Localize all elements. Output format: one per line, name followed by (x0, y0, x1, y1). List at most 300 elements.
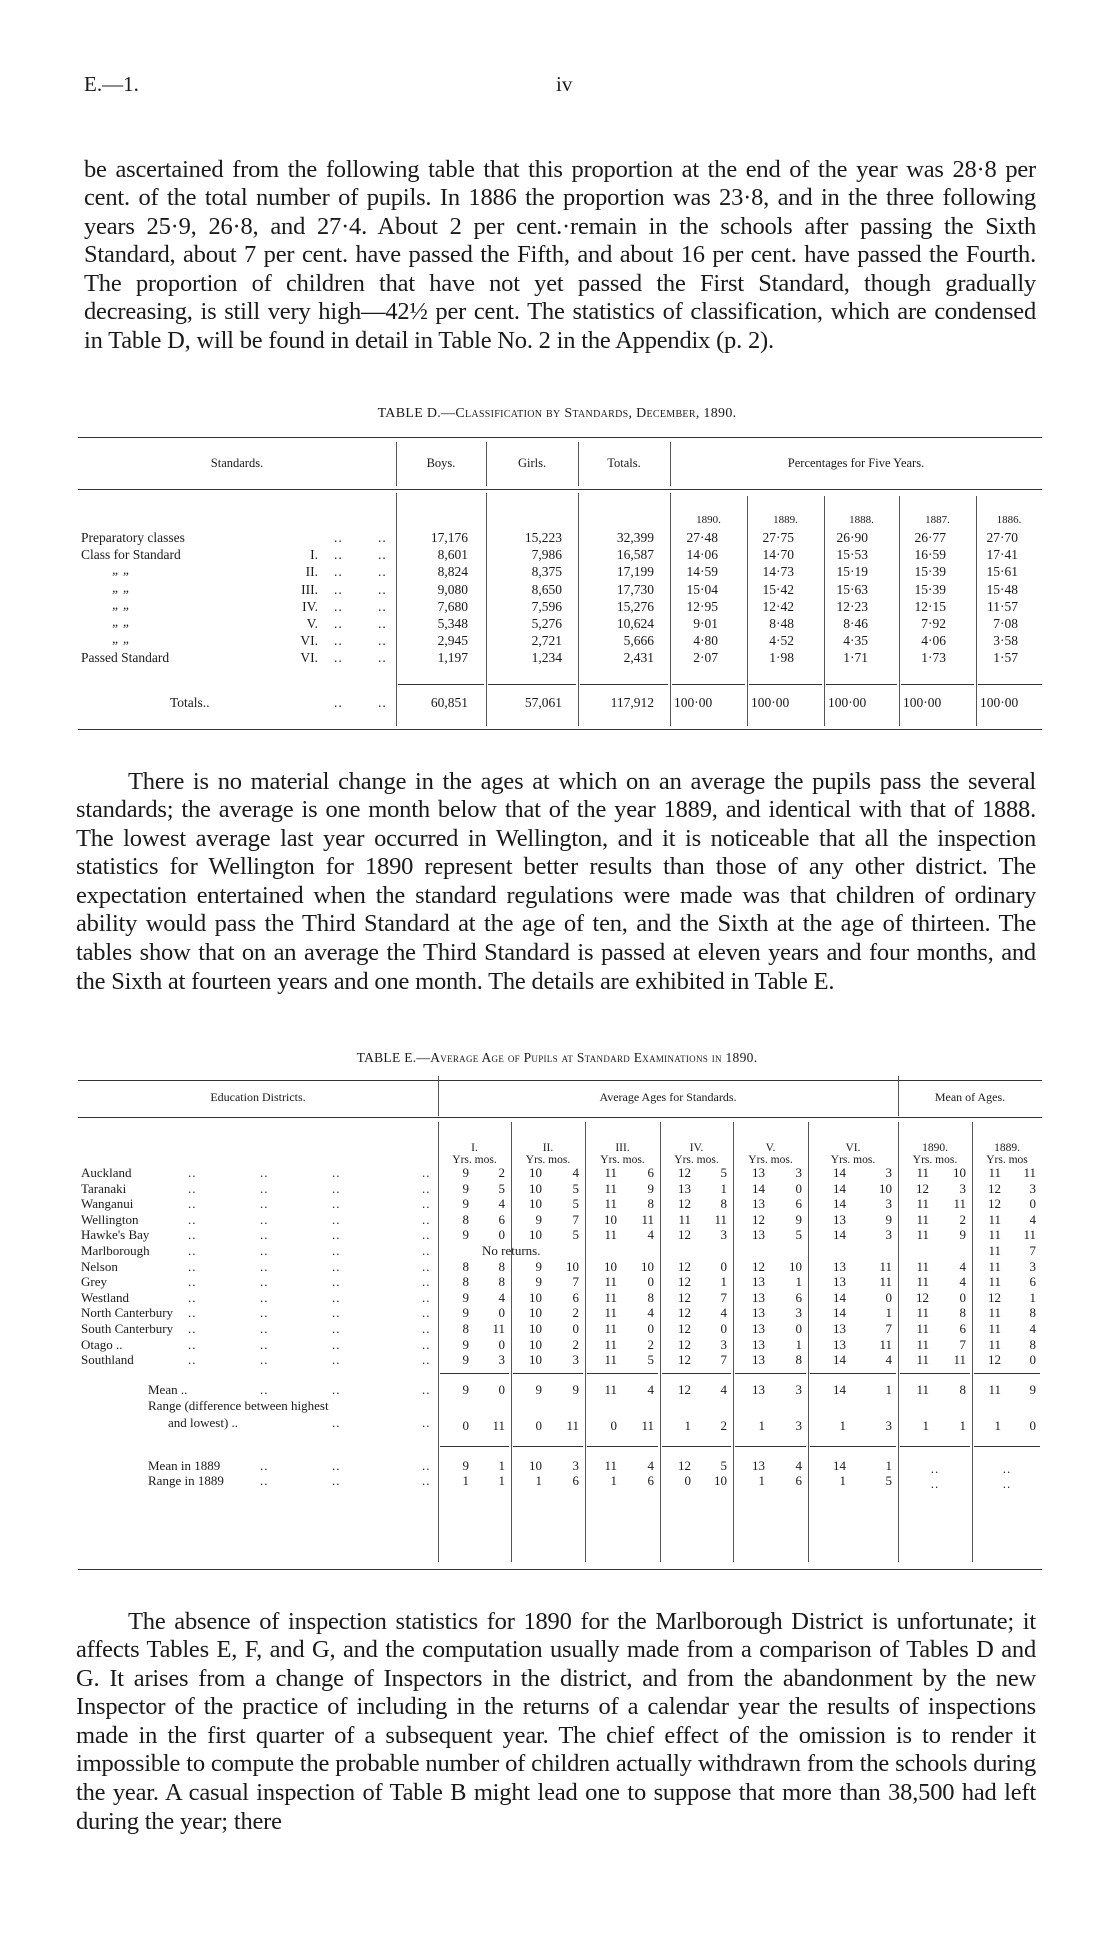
percentage-value: 15·61 (986, 564, 1018, 580)
years-value: 13 (752, 1305, 765, 1321)
months-value: 6 (795, 1196, 802, 1212)
years-value: 12 (678, 1336, 691, 1352)
table-e-bottom-rule (78, 1569, 1042, 1570)
leader-dots: .. (332, 1196, 341, 1212)
months-value: 7 (1029, 1243, 1036, 1258)
months-value: 0 (572, 1321, 579, 1336)
months-value: 8 (498, 1258, 505, 1274)
years-value: 9 (535, 1258, 542, 1274)
leader-dots: .. (422, 1382, 431, 1397)
months-value: 5 (795, 1227, 802, 1243)
girls-value: 8,650 (531, 581, 562, 597)
leader-dots: .. (422, 1458, 431, 1473)
years-value: 8 (462, 1274, 469, 1290)
years-value: 11 (916, 1336, 929, 1352)
year-header: 1890. (696, 514, 721, 526)
leader-dots: .. (332, 1274, 341, 1290)
grand-total: 117,912 (610, 695, 654, 710)
header-girls: Girls. (517, 456, 547, 470)
months-value: 5 (720, 1458, 727, 1473)
months-value: 4 (1029, 1321, 1036, 1336)
percentage-value: 14·06 (686, 547, 718, 563)
leader-dots: .. (188, 1165, 197, 1180)
leader-dots: .. (334, 650, 343, 666)
percentage-value: 4·35 (843, 633, 868, 649)
leader-dots: .. (422, 1180, 431, 1196)
years-value: 13 (752, 1336, 765, 1352)
row-label: Preparatory classes (81, 530, 185, 545)
years-value: 12 (916, 1289, 929, 1305)
leader-dots: .. (260, 1243, 269, 1258)
years-value: 12 (678, 1458, 691, 1473)
months-value: 8 (959, 1382, 966, 1397)
girls-total: 57,061 (524, 695, 562, 710)
years-value: 9 (462, 1305, 469, 1321)
months-value: 8 (647, 1196, 654, 1212)
years-value: 11 (604, 1336, 617, 1352)
years-value: 8 (462, 1211, 469, 1227)
months-value: 8 (498, 1274, 505, 1290)
months-value: 0 (1029, 1418, 1036, 1433)
years-value: 10 (604, 1211, 617, 1227)
unit-label: Yrs. mos. (674, 1154, 719, 1166)
totals-value: 17,730 (616, 581, 654, 597)
months-value: 4 (885, 1352, 892, 1368)
percentage-total: 100·00 (828, 695, 867, 710)
percentage-total: 100·00 (674, 695, 713, 710)
years-value: 12 (678, 1382, 691, 1397)
months-value: 8 (647, 1289, 654, 1305)
months-value: 2 (959, 1211, 966, 1227)
boys-value: 17,176 (430, 530, 468, 545)
header-education-districts: Education Districts. (210, 1090, 306, 1104)
percentage-value: 15·39 (914, 581, 946, 597)
leader-dots: .. (334, 530, 343, 545)
percentage-value: 8·46 (843, 616, 868, 631)
summary-rule (974, 1446, 1040, 1447)
totals-value: 16,587 (616, 547, 654, 563)
years-value: 12 (752, 1258, 765, 1274)
years-value: 9 (462, 1227, 469, 1243)
girls-value: 7,596 (531, 598, 562, 614)
years-value: 12 (988, 1196, 1001, 1212)
years-value: 14 (833, 1289, 846, 1305)
leader-dots: .. (332, 1211, 341, 1227)
months-value: 0 (795, 1180, 802, 1196)
leader-dots: .. (260, 1382, 269, 1397)
years-value: 9 (462, 1336, 469, 1352)
months-value: 3 (795, 1418, 802, 1433)
years-value: 13 (833, 1258, 846, 1274)
table-d-bottom-rule (78, 729, 1042, 730)
months-value: 10 (879, 1180, 892, 1196)
years-value: 14 (833, 1165, 846, 1180)
percentage-value: 26·77 (914, 530, 946, 545)
months-value: 11 (879, 1274, 892, 1290)
years-value: 10 (529, 1165, 542, 1180)
leader-dots: .. (422, 1415, 431, 1430)
percentage-value: 1·71 (843, 650, 868, 666)
leader-dots: .. (332, 1180, 341, 1196)
years-value: 13 (752, 1458, 765, 1473)
years-value: 9 (535, 1382, 542, 1397)
district-name: Nelson (81, 1258, 118, 1274)
percentage-total: 100·00 (751, 695, 790, 710)
leader-dots: .. (332, 1289, 341, 1305)
district-name: Grey (81, 1274, 107, 1290)
percentage-value: 26·90 (836, 530, 868, 545)
leader-dots: .. (332, 1473, 341, 1488)
months-value: 8 (1029, 1336, 1036, 1352)
percentage-value: 1·57 (993, 650, 1018, 666)
standard-numeral: II. (305, 564, 318, 580)
years-value: 8 (462, 1321, 469, 1336)
leader-dots: .. (188, 1196, 197, 1212)
percentage-value: 15·42 (762, 581, 794, 597)
mean-1889-placeholder: .. (1002, 1461, 1012, 1476)
summary-rule (735, 1446, 806, 1447)
years-value: 13 (752, 1352, 765, 1368)
leader-dots: .. (260, 1196, 269, 1212)
leader-dots: .. (334, 564, 343, 580)
ditto-mark: „ „ (112, 579, 131, 595)
range-1889-placeholder: .. (930, 1476, 940, 1491)
months-value: 1 (795, 1336, 802, 1352)
unit-label: Yrs. mos. (748, 1154, 793, 1166)
leader-dots: .. (422, 1211, 431, 1227)
leader-dots: .. (188, 1274, 197, 1290)
months-value: 3 (1029, 1180, 1036, 1196)
leader-dots: .. (378, 695, 387, 710)
months-value: 0 (647, 1321, 654, 1336)
months-value: 6 (572, 1289, 579, 1305)
totals-rule (901, 684, 974, 685)
totals-value: 32,399 (616, 530, 654, 545)
totals-value: 15,276 (616, 598, 654, 614)
months-value: 8 (959, 1305, 966, 1321)
percentage-value: 14·59 (686, 564, 718, 580)
months-value: 4 (959, 1274, 966, 1290)
mean-1889-label: Mean in 1889 (148, 1458, 221, 1473)
percentage-value: 12·42 (762, 598, 794, 614)
years-value: 13 (833, 1274, 846, 1290)
years-value: 12 (988, 1352, 1001, 1368)
months-value: 1 (885, 1305, 892, 1321)
years-value: 11 (988, 1336, 1001, 1352)
months-value: 5 (647, 1352, 654, 1368)
years-value: 10 (529, 1196, 542, 1212)
months-value: 9 (959, 1227, 966, 1243)
years-value: 10 (529, 1352, 542, 1368)
months-value: 0 (1029, 1196, 1036, 1212)
leader-dots: .. (332, 1165, 341, 1180)
table-d-top-rule (78, 437, 1042, 438)
row-label: Class for Standard (81, 547, 181, 563)
summary-rule (513, 1373, 583, 1374)
percentage-value: 15·53 (836, 547, 868, 563)
percentage-value: 16·59 (914, 547, 946, 563)
boys-value: 2,945 (437, 633, 468, 649)
years-value: 11 (916, 1321, 929, 1336)
years-value: 13 (752, 1321, 765, 1336)
table-d-caption (0, 406, 1114, 422)
column-header: V. (765, 1142, 776, 1154)
years-value: 11 (988, 1305, 1001, 1321)
header-standards: Standards. (210, 456, 264, 470)
years-value: 12 (678, 1274, 691, 1290)
percentage-value: 11·57 (987, 598, 1018, 614)
leader-dots: .. (260, 1305, 269, 1321)
months-value: 4 (647, 1227, 654, 1243)
district-name: Marlborough (81, 1243, 150, 1258)
leader-dots: .. (188, 1180, 197, 1196)
years-value: 13 (752, 1274, 765, 1290)
years-value: 11 (988, 1227, 1001, 1243)
leader-dots: .. (334, 695, 343, 710)
months-value: 3 (795, 1305, 802, 1321)
leader-dots: .. (260, 1211, 269, 1227)
years-value: 11 (916, 1211, 929, 1227)
years-value: 11 (604, 1289, 617, 1305)
leader-dots: .. (334, 547, 343, 563)
years-value: 14 (833, 1227, 846, 1243)
leader-dots: .. (332, 1458, 341, 1473)
months-value: 11 (492, 1418, 505, 1433)
years-value: 11 (916, 1382, 929, 1397)
years-value: 13 (752, 1227, 765, 1243)
page-number: iv (556, 72, 573, 96)
months-value: 1 (720, 1274, 727, 1290)
percentage-value: 4·06 (921, 633, 946, 649)
boys-value: 1,197 (437, 650, 468, 666)
months-value: 6 (647, 1165, 654, 1180)
years-value: 1 (758, 1418, 765, 1433)
district-name: Hawke's Bay (81, 1227, 150, 1243)
years-value: 11 (604, 1382, 617, 1397)
girls-value: 1,234 (531, 650, 562, 666)
header-mean-of-ages: Mean of Ages. (934, 1090, 1006, 1104)
years-value: 13 (752, 1196, 765, 1212)
percentage-value: 27·75 (762, 530, 794, 545)
leader-dots: .. (422, 1274, 431, 1290)
months-value: 9 (1029, 1382, 1036, 1397)
column-header: III. (615, 1142, 630, 1154)
leader-dots: .. (188, 1243, 197, 1258)
mean-label: Mean .. (148, 1382, 188, 1397)
months-value: 11 (1023, 1227, 1036, 1243)
years-value: 1 (610, 1473, 617, 1488)
months-value: 0 (498, 1336, 505, 1352)
girls-value: 5,276 (531, 616, 562, 631)
percentage-value: 15·04 (686, 581, 718, 597)
leader-dots: .. (332, 1382, 341, 1397)
years-value: 0 (462, 1418, 469, 1433)
leader-dots: .. (332, 1305, 341, 1321)
years-value: 10 (529, 1321, 542, 1336)
months-value: 6 (572, 1473, 579, 1488)
months-value: 0 (885, 1289, 892, 1305)
percentage-value: 3·58 (993, 633, 1018, 649)
months-value: 2 (647, 1336, 654, 1352)
months-value: 3 (959, 1180, 966, 1196)
table-e-header-rule (78, 1117, 1042, 1118)
percentage-value: 9·01 (693, 616, 718, 631)
years-value: 9 (462, 1382, 469, 1397)
leader-dots: .. (334, 633, 343, 649)
years-value: 9 (462, 1352, 469, 1368)
year-header: 1886. (996, 514, 1022, 526)
district-name: Auckland (81, 1165, 132, 1180)
leader-dots: .. (378, 564, 387, 580)
totals-rule (580, 684, 668, 685)
percentage-value: 15·48 (986, 581, 1018, 597)
leader-dots: .. (422, 1227, 431, 1243)
leader-dots: .. (422, 1336, 431, 1352)
years-value: 13 (752, 1289, 765, 1305)
months-value: 10 (566, 1258, 579, 1274)
years-value: 12 (752, 1211, 765, 1227)
leader-dots: .. (378, 581, 387, 597)
months-value: 4 (572, 1165, 579, 1180)
totals-value: 10,624 (616, 616, 654, 631)
leader-dots: .. (332, 1415, 341, 1430)
years-value: 11 (916, 1196, 929, 1212)
district-name: Westland (81, 1289, 130, 1305)
months-value: 0 (1029, 1352, 1036, 1368)
months-value: 7 (572, 1211, 579, 1227)
unit-label: Yrs. mos. (912, 1154, 958, 1166)
months-value: 11 (641, 1418, 654, 1433)
years-value: 1 (535, 1473, 542, 1488)
boys-value: 7,680 (437, 598, 468, 614)
months-value: 9 (572, 1382, 579, 1397)
months-value: 1 (498, 1473, 505, 1488)
girls-value: 15,223 (524, 530, 562, 545)
leader-dots: .. (422, 1352, 431, 1368)
leader-dots: .. (334, 598, 343, 614)
years-value: 11 (604, 1196, 617, 1212)
months-value: 7 (959, 1336, 966, 1352)
months-value: 3 (720, 1336, 727, 1352)
months-value: 4 (498, 1289, 505, 1305)
months-value: 3 (572, 1352, 579, 1368)
months-value: 3 (795, 1165, 802, 1180)
months-value: 5 (572, 1196, 579, 1212)
months-value: 7 (885, 1321, 892, 1336)
totals-rule (672, 684, 745, 685)
leader-dots: .. (188, 1211, 197, 1227)
months-value: 4 (498, 1196, 505, 1212)
years-value: 12 (678, 1227, 691, 1243)
leader-dots: .. (422, 1305, 431, 1321)
unit-label: Yrs. mos. (600, 1154, 645, 1166)
table-e-caption (0, 1050, 1114, 1066)
leader-dots: .. (332, 1321, 341, 1336)
percentage-value: 7·08 (993, 616, 1018, 631)
percentage-total: 100·00 (903, 695, 942, 710)
years-value: 12 (678, 1352, 691, 1368)
leader-dots: .. (334, 581, 343, 597)
months-value: 0 (720, 1258, 727, 1274)
table-d-caption-prefix: TABLE D.— (377, 406, 456, 421)
months-value: 1 (1029, 1289, 1036, 1305)
leader-dots: .. (422, 1289, 431, 1305)
months-value: 11 (714, 1211, 727, 1227)
years-value: 11 (988, 1382, 1001, 1397)
header-boys: Boys. (426, 456, 456, 470)
months-value: 3 (885, 1196, 892, 1212)
header-totals: Totals. (607, 456, 641, 470)
months-value: 11 (492, 1321, 505, 1336)
months-value: 7 (720, 1289, 727, 1305)
years-value: 10 (529, 1180, 542, 1196)
unit-label: Yrs. mos (986, 1154, 1028, 1166)
years-value: 11 (604, 1352, 617, 1368)
paragraph-marlborough: The absence of inspection statistics for 1890 for the Marlborough District is unfortunate; it affects Tables E, F, and G, and the computation usually made from a comparison of Tables D and G. It arises from a change of Inspectors in the district, and from the abandonment by the new Inspector of the practice of including in the returns of a calendar year the results of inspections made in the first quarter of a subsequent year. The chief effect of the omission is to render it impossible to compute the probable number of children actually withdrawn from the schools during the year. A casual inspection of Table B might lead one to suppose that more than 38,500 had left during the year; there (76, 1607, 1036, 1835)
leader-dots: .. (332, 1352, 341, 1368)
months-value: 4 (720, 1305, 727, 1321)
months-value: 3 (498, 1352, 505, 1368)
boys-value: 8,601 (437, 547, 468, 563)
leader-dots: .. (332, 1336, 341, 1352)
years-value: 11 (604, 1180, 617, 1196)
summary-rule (900, 1373, 970, 1374)
leader-dots: .. (334, 616, 343, 631)
years-value: 14 (833, 1352, 846, 1368)
months-value: 7 (720, 1352, 727, 1368)
years-value: 1 (839, 1473, 846, 1488)
years-value: 12 (678, 1305, 691, 1321)
months-value: 3 (795, 1382, 802, 1397)
percentage-value: 15·19 (836, 564, 868, 580)
leader-dots: .. (260, 1336, 269, 1352)
summary-rule (587, 1373, 658, 1374)
months-value: 1 (795, 1274, 802, 1290)
boys-value: 5,348 (437, 616, 468, 631)
column-header: 1889. (994, 1142, 1020, 1154)
column-header: VI. (845, 1142, 861, 1154)
years-value: 14 (752, 1180, 765, 1196)
months-value: 6 (498, 1211, 505, 1227)
percentage-value: 12·95 (686, 598, 718, 614)
years-value: 0 (535, 1418, 542, 1433)
table-e-caption-title: Average Age of Pupils at Standard Examinations in 1890. (430, 1050, 758, 1065)
percentage-value: 17·41 (986, 547, 1018, 563)
paragraph-ages: There is no material change in the ages at which on an average the pupils pass the several standards; the average is one month below that of the year 1889, and identical with that of 1888. The lowest average last year occurred in Wellington, and it is noticeable that all the inspection statistics for Wellington for 1890 represent better results than those of any other district. The expectation entertained when the standard regulations were made was that children of ordinary ability would pass the Third Standard at the age of ten, and the Sixth at the age of thirteen. The tables show that on an average the Third Standard is passed at eleven years and four months, and the Sixth at fourteen years and one month. The details are exhibited in Table E. (76, 767, 1036, 995)
district-name: Wanganui (81, 1196, 134, 1212)
summary-rule (662, 1446, 731, 1447)
months-value: 2 (572, 1305, 579, 1321)
ditto-mark: „ „ (112, 614, 131, 629)
leader-dots: .. (422, 1321, 431, 1336)
years-value: 11 (916, 1227, 929, 1243)
months-value: 3 (720, 1227, 727, 1243)
district-name: Otago .. (81, 1336, 123, 1352)
standard-numeral: VI. (300, 650, 318, 666)
years-value: 1 (994, 1418, 1001, 1433)
leader-dots: .. (188, 1321, 197, 1336)
ditto-mark: „ „ (112, 631, 131, 647)
summary-rule (440, 1446, 509, 1447)
totals-rule (749, 684, 822, 685)
months-value: 1 (720, 1180, 727, 1196)
years-value: 12 (678, 1289, 691, 1305)
leader-dots: .. (260, 1458, 269, 1473)
years-value: 9 (462, 1458, 469, 1473)
years-value: 12 (988, 1180, 1001, 1196)
years-value: 11 (988, 1274, 1001, 1290)
years-value: 0 (610, 1418, 617, 1433)
